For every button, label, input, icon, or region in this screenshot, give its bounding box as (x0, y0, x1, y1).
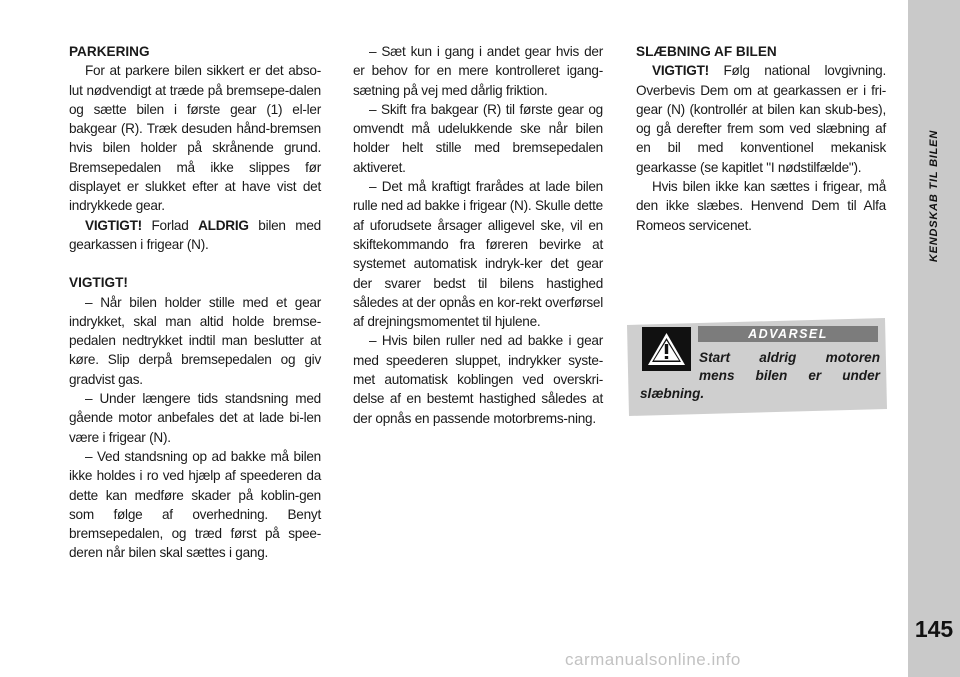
column-2 (353, 42, 603, 428)
word: under (842, 368, 880, 383)
paragraph-important (636, 61, 886, 177)
chapter-title: KENDSKAB TIL BILEN (928, 129, 940, 263)
word: aldrig (759, 350, 797, 365)
warning-label: ADVARSEL (698, 326, 878, 342)
word: Start (699, 350, 730, 365)
word: motoren (825, 350, 880, 365)
paragraph: – Ved standsning op ad bakke må bilen ikke holdes i ro ved hjælp af speederen da dette kan medføre skader på koblin-gen som følge af overhedning. Benyt bremsepedalen, og træd først på spee-deren når bilen skal sættes i gang. (69, 448, 321, 561)
warning-line-1 (640, 349, 880, 367)
section-heading-slaebning: SLÆBNING AF BILEN (636, 44, 777, 59)
warning-line-3: slæbning. (640, 386, 705, 401)
text-span: bilen med gearkassen i frigear (N). (69, 217, 321, 252)
paragraph: – Hvis bilen ruller ned ad bakke i gear med speederen sluppet, indrykker syste-met automatisk koblingen ved overskri-delse af en bestemt hastighed således at der opnås en passende motorbrems-ning. (353, 333, 603, 426)
text-span: Følg national lovgivning. Overbevis Dem om at gearkassen er i fri-gear (N) (kontrollér at bilen kan skub-bes), og gå derefter frem som ved slæbning af en bil med konventionel mekanisk gearkasse (se kapitlet "I nødstilfælde"). (636, 63, 886, 175)
chapter-sidebar (908, 0, 960, 677)
page-number: 145 (914, 616, 954, 642)
word: bilen (755, 368, 788, 383)
word: er (808, 368, 822, 383)
watermark: carmanualsonline.info (565, 650, 741, 669)
paragraph: For at parkere bilen sikkert er det abso-lut nødvendigt at træde på bremsepe-dalen og sætte bilen i første gear (1) el-ler bakgear (R). Træk desuden hånd-bremsen hvis bilen holder på skrånende grund. Bremsepedalen må ikke slippes før displayet er slukket efter at have vist det indrykkede gear. (69, 63, 321, 214)
section-heading-vigtigt: VIGTIGT! (69, 275, 128, 291)
spacer (69, 254, 321, 273)
warning-text (640, 349, 880, 403)
warning-line-2 (640, 367, 880, 385)
paragraph: – Sæt kun i gang i andet gear hvis der er behov for en mere kontrolleret igang-sætning på vej med dårlig friktion. (353, 44, 603, 98)
section-heading-parkering: PARKERING (69, 44, 150, 59)
important-label: VIGTIGT! (85, 217, 142, 233)
important-label: VIGTIGT! (652, 63, 709, 79)
word: mens (699, 368, 735, 383)
column-3 (636, 42, 886, 235)
never-label: ALDRIG (198, 217, 249, 233)
paragraph: – Skift fra bakgear (R) til første gear og omvendt må udelukkende ske når bilen holder helt stille med bremsepedalen aktiveret. (353, 101, 603, 175)
column-1 (69, 42, 321, 563)
paragraph: Hvis bilen ikke kan sættes i frigear, må den ikke slæbes. Henvend Dem til Alfa Romeos servicenet. (636, 179, 886, 233)
paragraph: – Når bilen holder stille med et gear indrykket, skal man altid holde bremse-pedalen nedtrykket indtil man beslutter at køre. Slip derpå bremsepedalen og giv gradvist gas. (69, 294, 321, 387)
paragraph: – Under længere tids standsning med gående motor anbefales det at lade bi-len være i frigear (N). (69, 391, 321, 445)
paragraph: – Det må kraftigt frarådes at lade bilen rulle ned ad bakke i frigear (N). Skulle dette af uforudsete årsager alligevel ske, vil en skiftekommando fra føreren bevirke at systemet automatisk indryk-ker det gear der svarer bedst til bilens hastighed således at der opnås en kor-rekt overførsel af drejningsmomentet til hjulene. (353, 179, 603, 330)
paragraph-important (69, 216, 321, 255)
text-span: Forlad (141, 217, 199, 233)
